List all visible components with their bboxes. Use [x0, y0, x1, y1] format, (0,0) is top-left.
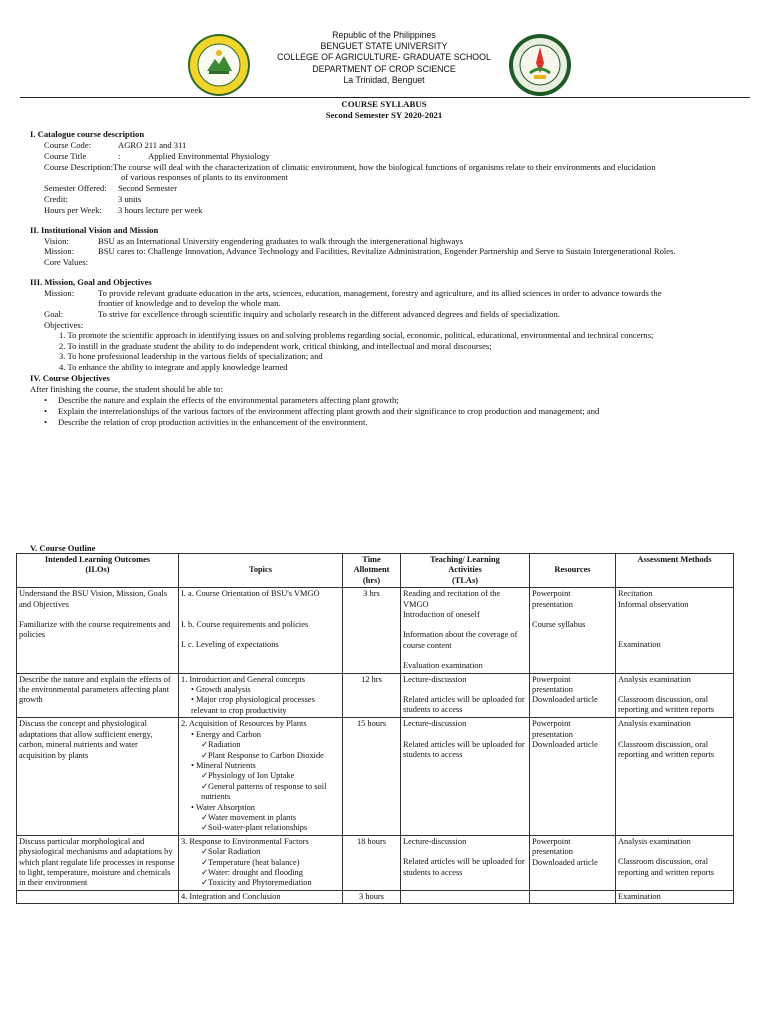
- vision-label: Vision:: [44, 236, 69, 246]
- cell-resources: [530, 588, 616, 673]
- semester-row: [44, 183, 177, 193]
- table-header-row: [17, 554, 734, 588]
- section-2-heading: II. Institutional Vision and Mission: [30, 225, 159, 235]
- topic-text: I. c. Leveling of expectations: [181, 640, 279, 650]
- course-objectives-intro: After finishing the course, the student should be able to:: [30, 384, 223, 394]
- resource-text: Downloaded article: [532, 857, 598, 867]
- cell-topics: [179, 588, 343, 673]
- course-desc-value-2: of various responses of plants to its environment: [121, 172, 288, 182]
- cell-time: 15 hours: [343, 718, 401, 835]
- topic-check-item: ✓Radiation: [201, 740, 241, 750]
- section-4-heading: IV. Course Objectives: [30, 373, 110, 383]
- course-code-row: [44, 140, 186, 150]
- header-divider: [20, 97, 750, 98]
- resource-text: Powerpoint presentation: [532, 674, 573, 695]
- semester-value: Second Semester: [118, 183, 177, 193]
- topic-text: 3. Response to Environmental Factors: [181, 836, 309, 846]
- assessment-text: Recitation: [618, 589, 653, 599]
- course-objective-item: • Explain the interrelationships of the various factors of the environment affecting plant growth and their significance to crop production and management; and: [44, 406, 599, 416]
- resource-text: Powerpoint presentation: [532, 589, 573, 609]
- credit-row: [44, 194, 141, 204]
- section-1-heading: I. Catalogue course description: [30, 129, 145, 139]
- objective-item: 1. To promote the scientific approach in identifying issues on and solving problems regarding social, economic, political, educational, environmental and technical concerns;: [59, 330, 654, 340]
- table-row: [17, 835, 734, 890]
- s3-mission-label: Mission:: [44, 288, 75, 298]
- cell-ilo: [17, 890, 179, 903]
- cell-time: 3 hours: [343, 890, 401, 903]
- mission-label: Mission:: [44, 246, 75, 256]
- resource-text: Powerpoint presentation: [532, 836, 573, 857]
- semester-label: Semester Offered:: [44, 183, 107, 193]
- hours-row: [44, 205, 202, 215]
- cell-tla: [401, 718, 530, 835]
- resource-text: Downloaded article: [532, 695, 598, 705]
- course-objective-item: • Describe the nature and explain the effects of the environmental parameters affecting plant growth;: [44, 395, 599, 405]
- topic-text: I. b. Course requirements and policies: [181, 619, 309, 629]
- resource-text: Powerpoint presentation: [532, 719, 573, 739]
- section-5-heading: V. Course Outline: [30, 543, 96, 553]
- col-header-ilo-line1: Intended Learning Outcomes: [44, 555, 151, 564]
- tla-text: Related articles will be uploaded for students to access: [403, 739, 525, 760]
- table-row: [17, 890, 734, 903]
- col-header-ilo: [17, 554, 179, 588]
- tla-text: Evaluation examination: [403, 661, 483, 671]
- mission-row: [44, 246, 676, 256]
- col-header-tla-line3: (TLAs): [451, 575, 479, 585]
- ilo-text: Understand the BSU Vision, Mission, Goals and Objectives: [19, 589, 168, 609]
- course-desc-value-1: The course will deal with the characterization of climatic environment, how the biological functions of organisms relate to their environments and elucidation: [112, 162, 656, 172]
- topic-text: I. a. Course Orientation of BSU's VMGO: [181, 589, 320, 599]
- cell-tla: [401, 673, 530, 718]
- course-objective-item: • Describe the relation of crop production activities in the enhancement of the environment.: [44, 417, 599, 427]
- col-header-tla-line2: Activities: [448, 565, 482, 575]
- table-row: [17, 588, 734, 673]
- topic-check-item: ✓General patterns of response to soil nutrients: [201, 781, 327, 802]
- topic-check-item: ✓Physiology of Ion Uptake: [201, 771, 295, 781]
- goal-row: [44, 309, 560, 319]
- header-university: BENGUET STATE UNIVERSITY: [320, 41, 448, 52]
- tla-text: Related articles will be uploaded for students to access: [403, 695, 525, 715]
- objective-item: 2. To instill in the graduate student the ability to do independent work, critical thinking, and intellectual and moral discourses;: [59, 341, 492, 351]
- s3-mission-value-1: To provide relevant graduate education in the arts, sciences, education, management, forestry and agriculture, and its allied sciences in order to advance towards the: [98, 288, 662, 298]
- objective-item: 3. To hone professional leadership in the various fields of specialization; and: [59, 351, 323, 361]
- topic-subitem: • Major crop physiological processes relevant to crop productivity: [191, 695, 315, 715]
- hours-label: Hours per Week:: [44, 205, 102, 215]
- hours-value: 3 hours lecture per week: [118, 205, 203, 215]
- tla-text: Information about the coverage of course content: [403, 630, 518, 650]
- table-row: [17, 718, 734, 835]
- header-department: DEPARTMENT OF CROP SCIENCE: [312, 63, 456, 74]
- tla-text: Reading and recitation of the VMGO: [403, 589, 501, 609]
- topic-subitem: • Mineral Nutrients: [191, 760, 256, 770]
- cell-resources: [530, 673, 616, 718]
- s3-mission-value-2: frontier of knowledge and to develop the whole man.: [98, 298, 281, 308]
- tla-text: Lecture-discussion: [403, 674, 467, 684]
- assessment-text: Analysis examination: [618, 674, 691, 684]
- objective-item: 4. To enhance the ability to integrate and apply knowledge learned: [59, 362, 288, 372]
- mission-value: BSU cares to: Challenge Innovation, Advance Technology and Facilities, Revitalize Administration, Engender Partnership and Serve to Sustain Intergenerational Roles.: [98, 246, 676, 256]
- topic-subitem: • Water Absorption: [191, 802, 255, 812]
- cell-assessment: [616, 673, 734, 718]
- institution-header: [0, 30, 768, 86]
- course-title-row: [44, 151, 270, 161]
- course-desc-row: [44, 162, 656, 172]
- cell-tla: [401, 890, 530, 903]
- topic-subitem: • Energy and Carbon: [191, 729, 261, 739]
- cell-ilo: [17, 588, 179, 673]
- section-3-heading: III. Mission, Goal and Objectives: [30, 277, 152, 287]
- assessment-text: Informal observation: [618, 599, 689, 609]
- cell-resources: [530, 835, 616, 890]
- cell-assessment: [616, 588, 734, 673]
- col-header-assessment: Assessment Methods: [616, 554, 734, 588]
- col-header-time-line3: (hrs): [362, 575, 381, 585]
- cell-assessment: [616, 718, 734, 835]
- s3-mission-row: [44, 288, 662, 298]
- goal-label: Goal:: [44, 309, 64, 319]
- cell-assessment: Examination: [616, 890, 734, 903]
- tla-text: Lecture-discussion: [403, 836, 467, 846]
- header-location: La Trinidad, Benguet: [343, 74, 425, 85]
- cell-resources: [530, 890, 616, 903]
- topic-subitem: • Growth analysis: [191, 685, 251, 695]
- col-header-resources: Resources: [530, 554, 616, 588]
- vision-value: BSU as an International University engendering graduates to walk through the intergenerational highways: [98, 236, 463, 246]
- title-course-syllabus: COURSE SYLLABUS: [341, 99, 427, 109]
- credit-value: 3 units: [118, 194, 142, 204]
- cell-time: 18 hours: [343, 835, 401, 890]
- cell-time: 3 hrs: [343, 588, 401, 673]
- cell-resources: [530, 718, 616, 835]
- tla-text: Introduction of oneself: [403, 610, 480, 620]
- goal-value: To strive for excellence through scientific inquiry and scholarly research in the different advanced degrees and fields of specialization.: [98, 309, 560, 319]
- topic-check-item: ✓Toxicity and Phytoremediation: [201, 878, 312, 888]
- topic-check-item: ✓Water: drought and flooding: [201, 867, 303, 877]
- col-header-time-line1: Time: [362, 555, 381, 564]
- course-objectives-list: [44, 395, 599, 428]
- course-code-label: Course Code:: [44, 140, 92, 150]
- syllabus-title: [0, 99, 768, 121]
- col-header-time-line2: Allotment: [353, 565, 390, 575]
- topic-check-item: ✓Plant Response to Carbon Dioxide: [201, 750, 324, 760]
- topic-check-item: ✓Solar Radiation: [201, 847, 261, 857]
- objectives-label: Objectives:: [44, 320, 84, 330]
- vision-row: [44, 236, 463, 246]
- cell-tla: [401, 588, 530, 673]
- ilo-text: Familiarize with the course requirements and policies: [19, 620, 171, 640]
- resource-text: Course syllabus: [532, 620, 586, 630]
- cell-topics: [179, 835, 343, 890]
- col-header-time: [343, 554, 401, 588]
- cell-topics: [179, 673, 343, 718]
- course-title-sep: :: [118, 151, 121, 161]
- course-title-value: Applied Environmental Physiology: [148, 151, 270, 161]
- header-college: COLLEGE OF AGRICULTURE- GRADUATE SCHOOL: [277, 52, 491, 63]
- core-values-label: Core Values:: [44, 257, 88, 267]
- cell-topics: 4. Integration and Conclusion: [179, 890, 343, 903]
- cell-tla: [401, 835, 530, 890]
- topic-text: 2. Acquisition of Resources by Plants: [181, 719, 307, 729]
- cell-assessment: [616, 835, 734, 890]
- col-header-tla-line1: Teaching/ Learning: [430, 555, 500, 564]
- topic-check-item: ✓Temperature (heat balance): [201, 857, 300, 867]
- col-header-ilo-line2: (ILOs): [85, 565, 110, 575]
- cell-ilo: Describe the nature and explain the effects of the environmental parameters affecting plant growth: [17, 673, 179, 718]
- topic-check-item: ✓Water movement in plants: [201, 812, 296, 822]
- resource-text: Downloaded article: [532, 740, 598, 750]
- tla-text: Related articles will be uploaded for students to access: [403, 857, 525, 877]
- col-header-topics: Topics: [179, 554, 343, 588]
- assessment-text: Classroom discussion, oral reporting and written reports: [618, 695, 715, 715]
- course-code-value: AGRO 211 and 311: [118, 140, 187, 150]
- course-outline-table: [16, 553, 734, 904]
- col-header-tla: [401, 554, 530, 588]
- assessment-text: Examination: [618, 640, 661, 650]
- assessment-text: Analysis examination: [618, 836, 691, 846]
- cell-ilo: Discuss particular morphological and physiological mechanisms and adaptations by which plant regulate life processes in response to light, temperature, moisture and chemicals in their environment: [17, 835, 179, 890]
- table-row: [17, 673, 734, 718]
- assessment-text: Analysis examination: [618, 719, 691, 729]
- header-republic: Republic of the Philippines: [332, 30, 436, 40]
- tla-text: Lecture-discussion: [403, 719, 467, 729]
- title-semester: Second Semester SY 2020-2021: [325, 110, 443, 120]
- cell-topics: [179, 718, 343, 835]
- cell-time: 12 hrs: [343, 673, 401, 718]
- assessment-text: Classroom discussion, oral reporting and written reports: [618, 739, 715, 760]
- assessment-text: Classroom discussion, oral reporting and written reports: [618, 857, 715, 877]
- course-desc-label: Course Description:: [44, 162, 113, 172]
- topic-check-item: ✓Soil-water-plant relationships: [201, 823, 308, 833]
- cell-ilo: Discuss the concept and physiological adaptations that allow sufficient energy, carbon, mineral nutrients and water acquisition by plants: [17, 718, 179, 835]
- course-title-label: Course Title: [44, 151, 87, 161]
- topic-text: 1. Introduction and General concepts: [181, 674, 305, 684]
- credit-label: Credit:: [44, 194, 68, 204]
